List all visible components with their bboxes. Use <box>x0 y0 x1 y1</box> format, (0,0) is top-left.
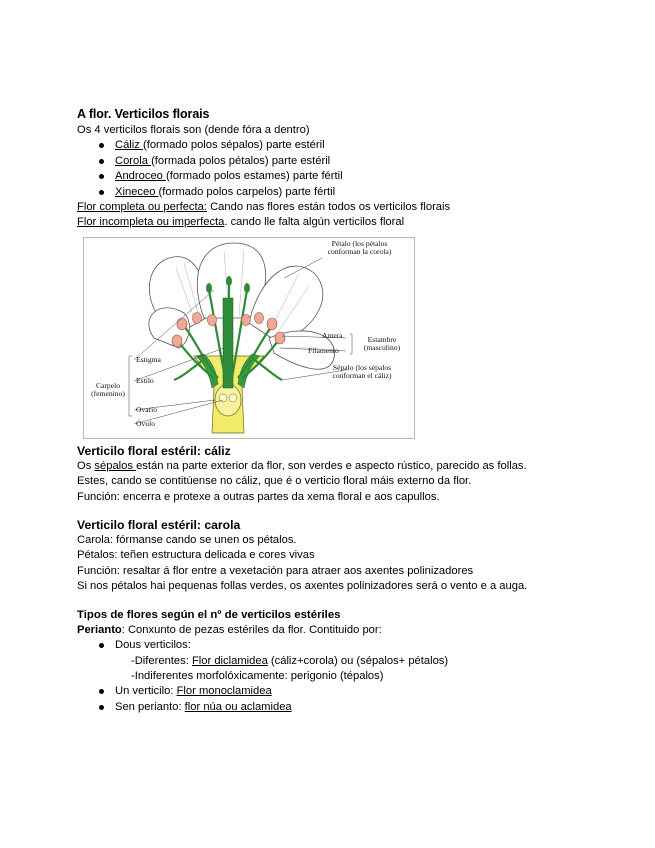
term: Flor diclamidea <box>191 654 268 667</box>
label-text: conforman la corola) <box>327 247 392 257</box>
label-estigma: Estigma <box>136 354 161 364</box>
label-filamento: Filamento <box>308 345 339 355</box>
text: (cáliz+corola) ou (sépalos+ pétalos) <box>267 654 449 667</box>
label-text: (femenino) <box>91 389 125 399</box>
text: están na parte exterior da flor, son verdes e aspecto rústico, parecido as follas. <box>136 459 527 472</box>
spacer <box>77 595 597 607</box>
label-sepalo <box>312 364 412 381</box>
term: Flor monoclamidea <box>176 685 272 698</box>
term: Flor completa ou perfecta: <box>77 201 207 214</box>
section-title-flor: A flor. Verticilos florais <box>77 107 210 121</box>
spacer <box>77 505 597 517</box>
label-ovario: Ovario <box>136 404 158 414</box>
term: Cáliz <box>115 139 143 152</box>
label-carpelo <box>88 382 128 399</box>
tipos-list-2 <box>77 684 597 715</box>
term-desc: (formada polos pétalos) parte estéril <box>151 154 331 167</box>
carola-line-2: Pétalos: teñen estructura delicada e cores vivas <box>77 549 315 562</box>
flor-incompleta-line <box>77 215 597 230</box>
caliz-line-1 <box>77 459 597 474</box>
label-estilo: Estilo <box>136 375 154 385</box>
term-desc: (formado polos sépalos) parte estéril <box>142 139 325 152</box>
section-title-carola: Verticilo floral estéril: carola <box>77 518 241 533</box>
carola-line-4: Si nos pétalos hai pequenas follas verdes, os axentes polinizadores será o vento e a auga. <box>77 580 528 593</box>
list-item <box>77 185 597 200</box>
label-text: conforman el cáliz) <box>332 371 392 381</box>
section-title-tipos: Tipos de flores según el nº de verticilos estériles <box>77 608 341 621</box>
label-text: Pétalo (los pétalos <box>331 238 388 248</box>
label-petalo <box>312 240 407 257</box>
text: Dous verticilos: <box>115 639 191 652</box>
text: Os <box>77 459 95 472</box>
text: -Diferentes: <box>131 654 192 667</box>
flor-completa-line <box>77 200 597 215</box>
term: Perianto <box>77 623 122 636</box>
caliz-line-2: Estes, cando se contitúense no cáliz, que é o verticio floral máis externo da flor. <box>77 475 472 488</box>
term: flor núa ou aclamidea <box>184 700 292 713</box>
list-item <box>77 684 597 699</box>
verticilos-list <box>77 138 597 200</box>
diferentes-line <box>77 654 597 669</box>
label-estambre <box>354 336 410 353</box>
text: Sen perianto: <box>115 700 185 713</box>
term-desc: Cando nas flores están todos os verticilos florais <box>206 201 451 214</box>
flower-diagram <box>83 237 415 439</box>
label-antera: Antera <box>322 330 343 340</box>
list-item <box>77 700 597 715</box>
term: Flor incompleta ou imperfecta <box>77 216 225 229</box>
section-title-caliz: Verticilo floral estéril: cáliz <box>77 443 231 458</box>
label-text: Carpelo <box>95 380 121 390</box>
list-item <box>77 169 597 184</box>
label-ovulo: Óvulo <box>136 418 155 428</box>
list-item <box>77 154 597 169</box>
caliz-line-3: Función: encerra e protexe a outras partes da xema floral e aos capullos. <box>77 490 440 503</box>
indiferentes-line: -Indiferentes morfolóxicamente: perigonio (tépalos) <box>131 669 384 682</box>
list-item <box>77 138 597 153</box>
term-desc: (formado polos estames) parte fértil <box>166 170 343 183</box>
carola-line-3: Función: resaltar á flor entre a vexetación para atraer aos axentes polinizadores <box>77 564 474 577</box>
term-desc: (formado polos carpelos) parte fértil <box>158 185 336 198</box>
carola-line-1: Carola: fórmanse cando se unen os pétalos. <box>77 534 297 547</box>
text: Un verticilo: <box>115 685 177 698</box>
term-desc: . cando lle falta algún verticilos floral <box>224 216 405 229</box>
label-text: (masculino) <box>363 343 401 353</box>
perianto-line <box>77 623 597 638</box>
label-text: Estambre <box>367 334 397 344</box>
term: Corola <box>115 154 152 167</box>
label-text: Sépalo (los sépalos <box>332 362 392 372</box>
intro-text: Os 4 verticilos florais son (dende fóra a dentro) <box>77 124 310 136</box>
term: Xineceo <box>115 185 159 198</box>
list-item <box>77 638 597 653</box>
term: sépalos <box>94 459 137 472</box>
document-content <box>77 106 597 715</box>
term: Androceo <box>115 170 166 183</box>
tipos-list <box>77 638 597 653</box>
text: : Conxunto de pezas estériles da flor. Contituido por: <box>121 623 382 636</box>
